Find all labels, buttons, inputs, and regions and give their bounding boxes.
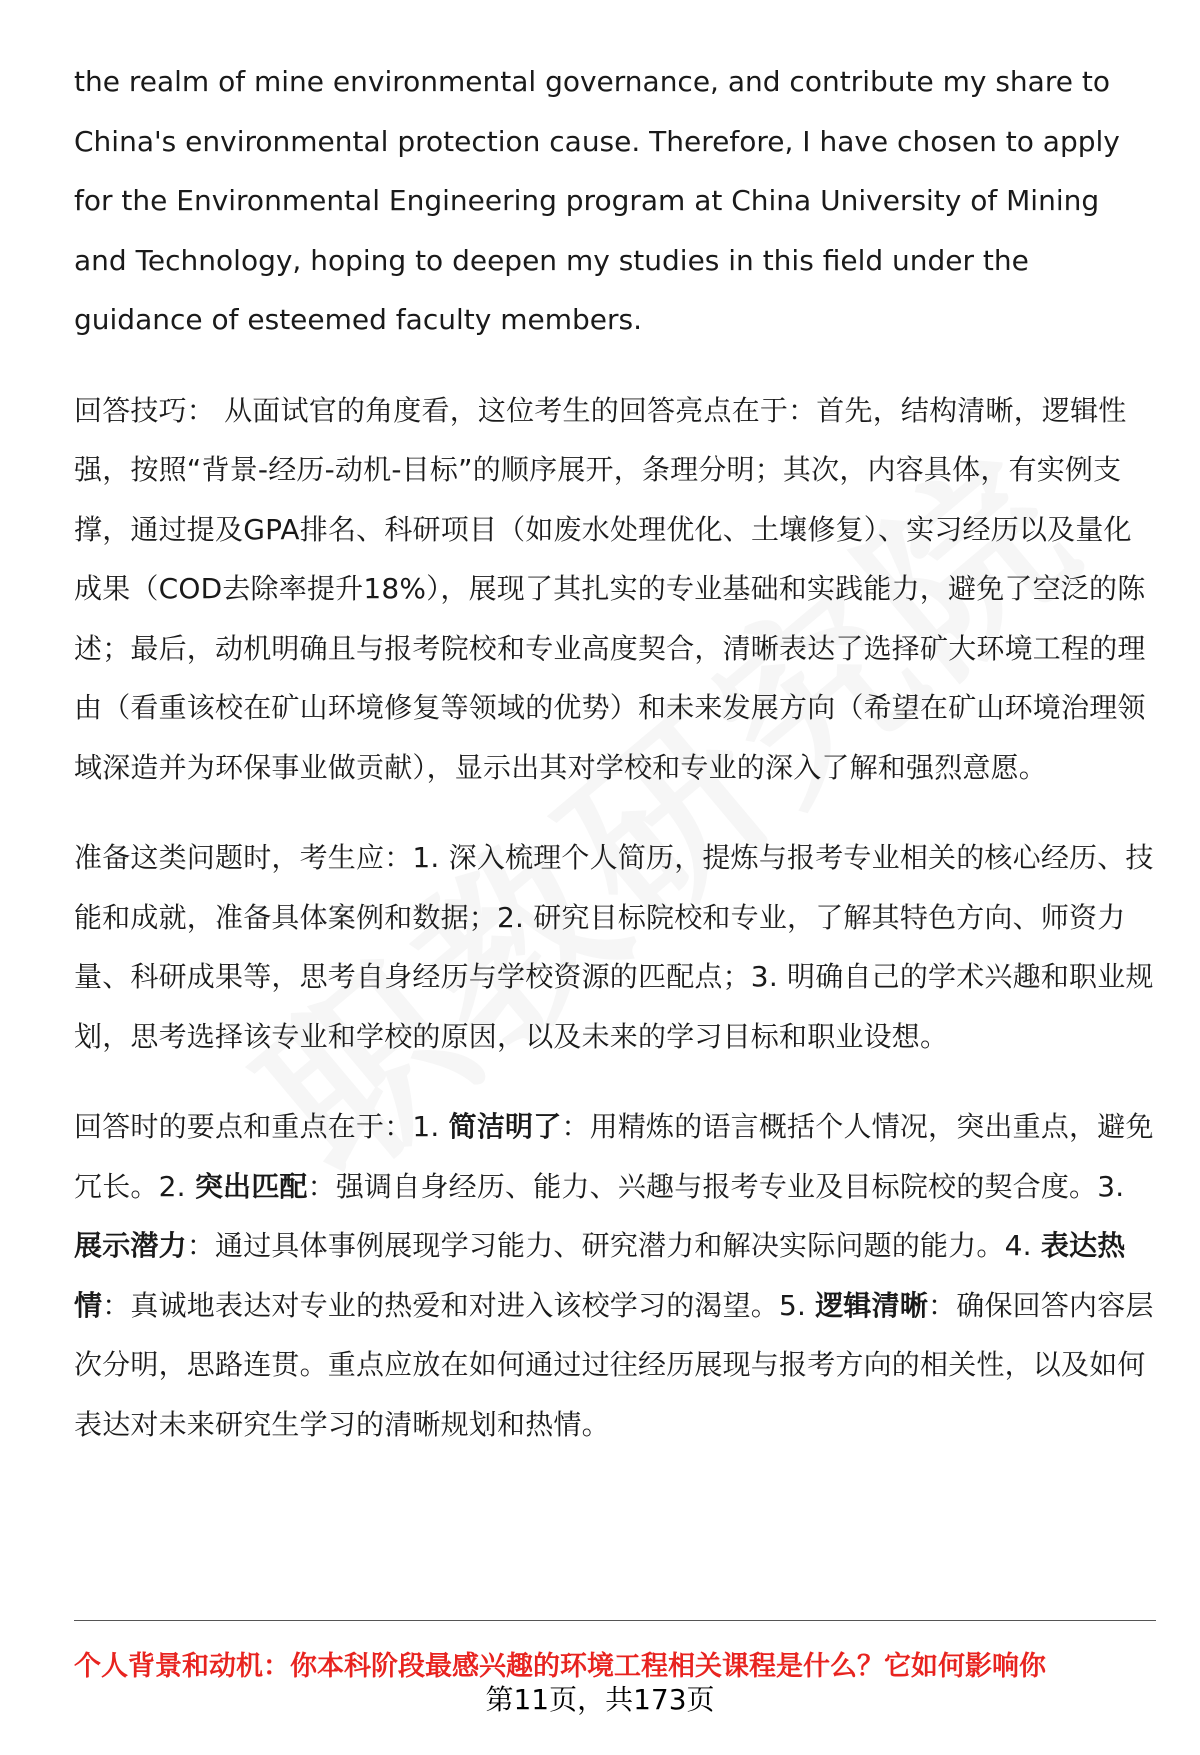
key-point-4-text: ：真诚地表达对专业的热爱和对进入该校学习的渴望。5. [102,1288,816,1322]
key-point-3-title: 展示潜力 [74,1229,187,1262]
key-points-intro: 回答时的要点和重点在于：1. [74,1110,449,1143]
key-points-paragraph [74,1097,1154,1454]
key-point-4-title: 表达热情 [74,1229,1126,1322]
key-point-1-text: ：用精炼的语言概括个人情况，突出重点，避免冗长。2. [74,1110,1154,1203]
page-content [74,52,1154,1485]
answer-paragraph-english: the realm of mine environmental governance, and contribute my share to China's environmental protection cause. Therefore, I have chosen to apply for the Environmental Engineering program at China University of Mining and Technology, hoping to deepen my studies in this field under the guidance of esteemed faculty members. [74,65,1120,336]
section-divider [74,1620,1156,1621]
key-point-5-title: 逻辑清晰 [815,1288,929,1322]
key-point-5-text: ：确保回答内容层次分明，思路连贯。重点应放在如何通过过往经历展现与报考方向的相关性，以及如何表达对未来研究生学习的清晰规划和热情。 [74,1288,1154,1441]
key-point-1-title: 简洁明了 [448,1110,562,1143]
page-number-footer: 第11页，共173页 [485,1683,715,1716]
key-point-3-text: ：通过具体事例展现学习能力、研究潜力和解决实际问题的能力。4. [186,1229,1041,1262]
key-point-2-title: 突出匹配 [194,1169,308,1203]
preparation-paragraph: 准备这类问题时，考生应：1. 深入梳理个人简历，提炼与报考专业相关的核心经历、技能和成就，准备具体案例和数据；2. 研究目标院校和专业，了解其特色方向、师资力量、科研成果等，思考自身经历与学校资源的匹配点；3. 明确自己的学术兴趣和职业规划，思考选择该专业和学校的原因，以及未来的学习目标和职业设想。 [74,841,1154,1053]
key-point-2-text: ：强调自身经历、能力、兴趣与报考专业及目标院校的契合度。3. [307,1169,1125,1203]
next-question-heading: 个人背景和动机：你本科阶段最感兴趣的环境工程相关课程是什么？它如何影响你 [74,1651,1046,1682]
answer-tips-paragraph: 回答技巧： 从面试官的角度看，这位考生的回答亮点在于：首先，结构清晰，逻辑性强，按照“背景-经历-动机-目标”的顺序展开，条理分明；其次，内容具体，有实例支撑，通过提及GPA排名、科研项目（如废水处理优化、土壤修复）、实习经历以及量化成果（COD去除率提升18%），展现了其扎实的专业基础和实践能力，避免了空泛的陈述；最后，动机明确且与报考院校和专业高度契合，清晰表达了选择矿大环境工程的理由（看重该校在矿山环境修复等领域的优势）和未来发展方向（希望在矿山环境治理领域深造并为环保事业做贡献），显示出其对学校和专业的深入了解和强烈意愿。 [74,393,1146,784]
